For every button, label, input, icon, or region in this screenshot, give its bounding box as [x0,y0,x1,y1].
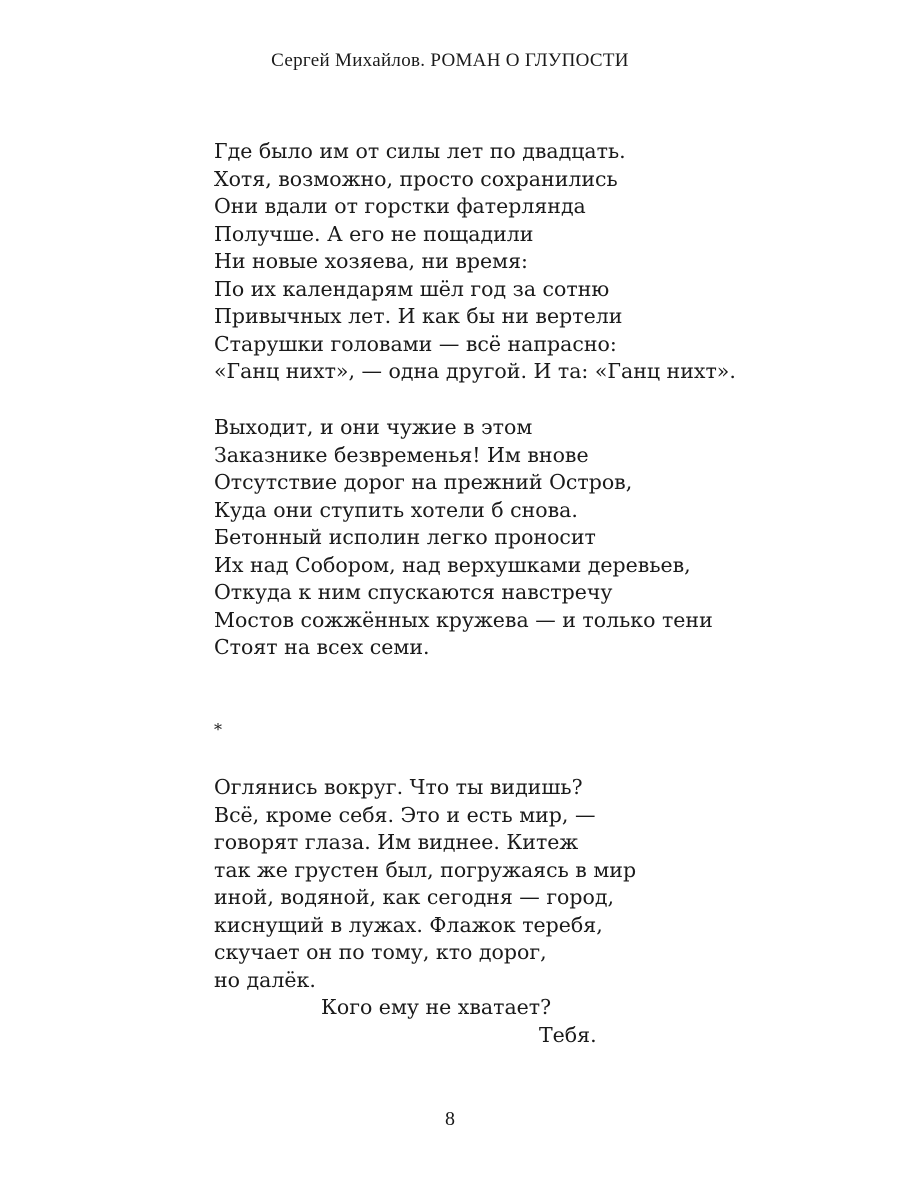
stanza [214,774,636,1049]
verse-line: Куда они ступить хотели б снова. [214,497,578,522]
verse-line: Мостов сожжённых кружева — и только тени [214,607,713,632]
verse-line: Они вдали от горстки фатерлянда [214,194,586,218]
verse-line: говорят глаза. Им виднее. Китеж [214,830,579,854]
verse-line: Заказнике безвременья! Им внове [214,442,589,467]
verse-line: иной, водяной, как сегодня — город, [214,885,615,909]
verse-line: скучает он по тому, кто дорог, [214,940,547,964]
verse-line: «Ганц нихт», — одна другой. И та: «Ганц нихт». [214,359,736,383]
page-number: 8 [445,1108,455,1130]
running-header: Сергей Михайлов. РОМАН О ГЛУПОСТИ [271,50,629,71]
verse-line: Ни новые хозяева, ни время: [214,249,528,273]
verse-line: Старушки головами — всё напрасно: [214,331,617,356]
verse-line: но далёк. [214,967,316,992]
verse-line: Отсутствие дорог на прежний Остров, [214,470,633,494]
verse-line: киснущий в лужах. Флажок теребя, [214,912,603,937]
stanza [214,138,736,386]
verse-line-indented: Кого ему не хватает? [321,995,552,1019]
verse-line: Получше. А его не пощадили [214,221,534,246]
verse-line: Где было им от силы лет по двадцать. [214,139,626,163]
stanza [214,414,713,662]
verse-line: Хотя, возможно, просто сохранились [214,166,618,191]
verse-line: Откуда к ним спускаются навстречу [214,580,613,604]
verse-line: Оглянись вокруг. Что ты видишь? [214,775,583,799]
verse-line: Бетонный исполин легко проносит [214,525,596,549]
verse-line-indented: Тебя. [539,1022,597,1047]
verse-line: Выходит, и они чужие в этом [214,415,533,439]
verse-line: Их над Собором, над верхушками деревьев, [214,552,691,577]
verse-line: По их календарям шёл год за сотню [214,276,610,301]
verse-line: Всё, кроме себя. Это и есть мир, — [214,802,596,827]
verse-line: так же грустен был, погружаясь в мир [214,857,637,882]
verse-line: Привычных лет. И как бы ни вертели [214,304,623,328]
section-separator: * [214,720,222,739]
verse-line: Стоят на всех семи. [214,635,430,659]
